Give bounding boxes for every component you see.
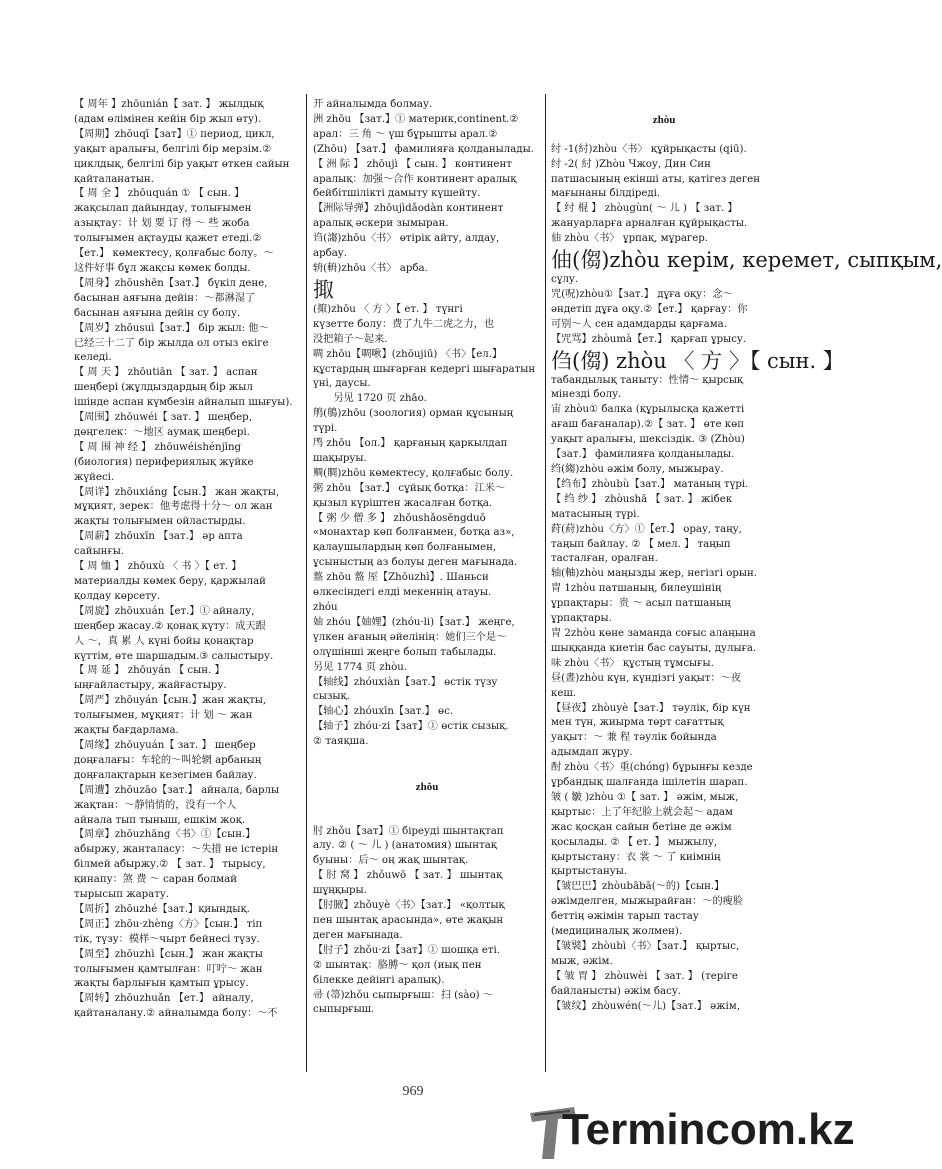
entry-line: 盩 zhōu 盩 厔【Zhōuzhì】. Шаньси <box>313 572 489 584</box>
entry-line: 【 粥 少 僧 多 】 zhōushǎosēngduō <box>313 512 486 524</box>
entry-line: 已经三十二了 бір жылда ол отыз екіге <box>74 337 269 349</box>
entry-line: қыртыстануы. <box>551 866 628 878</box>
entry-line: 荮(葤)zhòu〈方〉①【ет.】 орау, таңу, <box>551 523 742 535</box>
entry-line: 咒(呪)zhòu①【зат.】 дұға оқу：念～ <box>551 288 733 300</box>
entry-line: доңғалағы：车轮的～叫轮辋 арбаның <box>74 754 262 766</box>
entry-line: шыққанда киетін бас сауыты, дулыға. <box>551 642 757 654</box>
entry-line: өлкесіндегі елді мекеннің атауы. <box>313 587 492 599</box>
entry-line: дөңгелек：～地区 аумақ шеңбері. <box>74 426 250 438</box>
page-number: 969 <box>402 1084 424 1099</box>
entry-line: 【绉布】zhòubù【зат.】 матаның түрі. <box>551 478 749 490</box>
entry-line: 【周遭】zhōuzāo【зат.】 айнала, барлы <box>74 784 280 796</box>
entry-line: сыпырғыш. <box>313 1004 375 1016</box>
entry-line: сайынғы. <box>74 546 125 558</box>
entry-line: ұрпақтары：贵 ～ асыл патшаның <box>551 598 731 610</box>
entry-line: доңғалақтарын кезегімен байлау. <box>74 769 257 781</box>
entry-line: 【洲际导弹】zhōujìdǎodàn континент <box>313 203 504 215</box>
entry-line: 没把箱子～起来. <box>313 333 388 345</box>
entry-line: күзетте болу：费了九牛二虎之力，也 <box>313 318 495 330</box>
entry-line: қолдау көрсету. <box>74 590 160 602</box>
entry-line: табандылық таныту：性情～ қырсық <box>551 374 744 386</box>
entry-line: жақты толығымен ойластырды. <box>74 516 246 528</box>
entry-line: уақыт：～ 兼 程 тәулік бойында <box>551 732 717 744</box>
blank-line <box>313 795 541 810</box>
entry-line: 【周旋】zhōuxuán【ет.】① айналу, <box>74 605 255 617</box>
entry-line: сызық. <box>313 691 350 703</box>
entry-line: уақыт аралығы, белгілі бір мерзім.② <box>74 143 272 155</box>
entry-line: байланысты) әжім басу. <box>551 985 682 997</box>
entry-line: 另见 1720 页 zhāo. <box>313 393 427 405</box>
entry-line: келеді. <box>74 352 112 364</box>
entry-line: 【 肘 窝 】 zhǒuwō 【 зат. 】 шынтақ <box>313 870 503 882</box>
entry-line: арал：三 角 ～ үш бұрышты арал.② <box>313 128 498 140</box>
entry-line: күттім, өте шаршадым.③ салыстыру. <box>74 650 274 662</box>
blank-line <box>313 810 541 825</box>
entry-line: 【 周 恤 】 zhōuxù 〈 书 〉【 ет. 】 <box>74 561 242 573</box>
entry-line: 【周正】zhōu·zhèng〈方〉【сын.】 тіп <box>74 918 263 930</box>
entry-line: қыртыс：上了年纪脸上就会起～ адам <box>551 806 733 818</box>
entry-line: матасының түрі. <box>551 508 640 520</box>
entry-line: 粥 zhōu 【зат.】 сұйық ботқа：江米～ <box>313 482 506 494</box>
entry-line: жануарларға арналған құйрықасты. <box>551 218 748 230</box>
entry-line: сұлу. <box>551 274 579 286</box>
entry-line: (掫)zhōu 〈 方 〉【 ет. 】 түнгі <box>313 303 463 315</box>
entry-line: «монахтар көп болғанмен, ботқа аз», <box>313 527 515 539</box>
large-headword-line: 伷(㑳)zhòu керім, керемет, сыпқым, <box>551 248 942 273</box>
entry-line: (медициналық жолмен). <box>551 926 683 938</box>
entry-line: 绉(縐)zhòu әжім болу, мыжырау. <box>551 464 724 475</box>
entry-line: аралық：加强～合作 континент аралық <box>313 173 517 185</box>
entry-line: 【轴线】zhóuxiàn【зат.】 өстік түзу <box>313 676 498 688</box>
entry-line: әжімделген, мыжырайған：～的瘦脸 <box>551 896 744 908</box>
entry-line: 帚 (箒)zhǒu сыпырғыш：扫 (sào) ～ <box>313 989 493 1001</box>
entry-line: қызыл күріштен жасалған ботқа. <box>313 497 493 509</box>
section-heading: zhǒu <box>415 780 439 793</box>
entry-line: мінезді болу. <box>551 389 622 401</box>
entry-line: адымдап жүру. <box>551 747 633 759</box>
entry-line: 【咒骂】zhòumà【ет.】 қарғап ұрысу. <box>551 333 747 345</box>
entry-line: деген мағынада. <box>313 929 403 941</box>
entry-line: жақты бағдарлама. <box>74 725 179 737</box>
logo-wordmark: Termincom.kz <box>562 1105 855 1154</box>
entry-line: қайталанатын. <box>74 173 154 185</box>
entry-line: 【周转】zhōuzhuǎn 【ет.】 айналу, <box>74 993 254 1005</box>
entry-line: 【周岁】zhōusuì【зат.】 бір жыл: 他～ <box>74 322 269 334</box>
entry-line: толығымен ақтауды қажет етеді.② <box>74 233 262 245</box>
entry-line: 鸼(鵃)zhōu (зоология) орман құсының <box>313 408 514 420</box>
column-middle <box>313 98 541 1018</box>
entry-line: 妯 zhóu【妯娌】(zhóu·li)【зат.】 жеңге, <box>313 616 515 628</box>
entry-line: олүшінші жеңге болып табылады. <box>313 646 497 658</box>
entry-line: абыржу, жанталасу：～失措 не істерін <box>74 844 279 856</box>
entry-line: 【轴心】zhóuxīn【зат.】 өс. <box>313 706 454 718</box>
entry-line: патшасының екінші аты, қатігез деген <box>551 173 760 185</box>
entry-line: 【昼夜】zhòuyè【зат.】 тәулік, бір күн <box>551 702 751 714</box>
entry-line: zhóu <box>313 602 338 613</box>
blank-line <box>551 98 777 113</box>
blank-line <box>313 750 541 765</box>
entry-line: 轴(軸)zhòu маңызды жер, негізгі орын. <box>551 568 757 580</box>
entry-line: ұсыныстың аз болуы деген мағынада. <box>313 557 518 569</box>
entry-line: 【肘子】zhǒu·zi【зат】① шошқа еті. <box>313 944 501 956</box>
entry-line: құстардың шығарған кедергі шығаратын <box>313 363 536 375</box>
entry-line: 【周薪】zhōuxīn 【зат.】 әр апта <box>74 531 243 543</box>
entry-line: 【周章】zhōuzhāng〈书〉①【сын.】 <box>74 829 256 841</box>
entry-line: 【肘腋】zhǒuyè〈书〉【зат.】 «қолтық <box>313 900 505 912</box>
entry-line: ұрпақтары. <box>551 613 612 625</box>
entry-line: (адам өлімінен кейін бір жыл өту). <box>74 113 262 125</box>
entry-line: шақыруы. <box>313 452 367 464</box>
entry-line: уақыт аралығы, шексіздік. ③ (Zhòu) <box>551 434 745 446</box>
entry-line: ұрбандық шалғанда ішілетін шарап. <box>551 777 748 789</box>
entry-line: басынан аяғына дейін су болу. <box>74 307 241 319</box>
entry-line: 可别～人 сен адамдарды қарғама. <box>551 318 727 330</box>
entry-line: 赒(賙)zhōu көмектесу, қолғабыс болу. <box>313 467 514 479</box>
entry-line: түрі. <box>313 423 338 435</box>
entry-line: 【周围】zhōuwéi【 зат. 】 шеңбер, <box>74 412 252 424</box>
entry-line: 【皱纹】zhòuwén(～儿)【зат.】 әжім, <box>551 1000 740 1012</box>
entry-line: жақты барлығын қамтып ұрысу. <box>74 978 249 990</box>
column-left <box>74 98 302 1022</box>
entry-line: 【皱襞】zhòubì〈书〉【зат.】 қыртыс, <box>551 941 740 952</box>
column-right <box>551 98 942 1015</box>
column-divider <box>306 94 307 1072</box>
entry-line: 【周折】zhōuzhé【зат.】қиындық. <box>74 903 250 915</box>
entry-line: беттің әжімін тарып тастау <box>551 911 699 923</box>
entry-line: білмей абыржу.② 【 зат. 】 тырысу, <box>74 859 266 871</box>
entry-line: азықтау：计 划 要 订 得 ～ 些 жоба <box>74 218 250 230</box>
entry-line: 【皱巴巴】zhòubābā(～的)【сын.】 <box>551 881 725 893</box>
entry-line: 纣 -1(紂)zhòu〈书〉 құйрықасты (qiū). <box>551 143 747 155</box>
entry-line: ② таяқша. <box>313 736 369 748</box>
entry-line: материалды көмек беру, қаржылай <box>74 576 266 587</box>
entry-line: басынан аяғына дейін：～都淋湿了 <box>74 292 256 304</box>
entry-line: 胄 2zhòu көне заманда соғыс алаңына <box>551 627 756 639</box>
large-headword-line: 掫 <box>313 277 334 302</box>
entry-line: 【周至】zhōuzhì【сын.】 жан жақты <box>74 948 263 960</box>
entry-line: 【 绉 纱 】 zhòushā 【 зат. 】 жібек <box>551 493 733 505</box>
entry-line: аралық әскери зымыран. <box>313 218 449 230</box>
entry-line: 【周详】zhōuxiáng【сын.】 жан жақты, <box>74 486 280 498</box>
entry-line: 宙 zhòu① балка (құрылысқа қажетті <box>551 404 745 416</box>
entry-line: (биология) перифериялық жүйке <box>74 456 254 468</box>
entry-line: 辀(輈)zhōu〈书〉 арба. <box>313 262 428 274</box>
entry-line: 这件好事 бұл жақсы көмек болды. <box>74 262 251 274</box>
entry-line: 伷 zhòu〈书〉 ұрпақ, мұрагер. <box>551 233 709 245</box>
entry-line: ішінде аспан күмбезін айналып шығуы). <box>74 397 293 409</box>
entry-line: 洲 zhōu 【зат.】① материк,continent.② <box>313 113 519 125</box>
entry-line: 纣 -2( 紂 )Zhòu Чжоу, Дин Син <box>551 158 711 170</box>
entry-line: қалаушылардың көп болғанымен, <box>313 542 497 554</box>
entry-line: тырысып жарату. <box>74 889 170 901</box>
entry-line: 人 ～，真 累 人 күні бойы қонақтар <box>74 635 254 647</box>
entry-line: 味 zhòu〈书〉 құстың тұмсығы. <box>551 657 714 669</box>
entry-line: айнала тып тыныш, ешкім жоқ. <box>74 814 246 826</box>
entry-line: 【 皱 胃 】 zhòuwèi 【 зат. 】 (теріге <box>551 970 738 982</box>
entry-line: үні, даусы. <box>313 378 371 390</box>
entry-line: 酎 zhòu〈书〉重(chóng) бұрынғы кезде <box>551 762 753 774</box>
entry-line: циклдық, белгілі бір уақыт өткен сайын <box>74 158 290 170</box>
entry-line: шеңбері (жұлдыздардың бір жыл <box>74 382 253 394</box>
entry-line: жақсылап дайындау, толығымен <box>74 203 252 215</box>
entry-line: 啁 zhōu【啁啾】(zhōujiū) 〈书〉【ел.】 <box>313 348 503 360</box>
entry-line: 开 айналымда болмау. <box>313 99 433 110</box>
blank-line <box>551 128 777 143</box>
entry-line: 【周严】zhōuyán【сын.】жан жақты, <box>74 695 267 707</box>
entry-line: шұңқыры. <box>313 885 367 897</box>
section-heading: zhòu <box>652 113 676 126</box>
entry-line: ағаш бағаналар).②【 зат. 】 өте көп <box>551 419 745 431</box>
entry-line: толығымен қамтылған：叮咛～ жан <box>74 963 263 975</box>
blank-line <box>313 765 541 780</box>
entry-line: 【周身】zhōushēn【зат.】 бүкіл дене, <box>74 277 268 289</box>
entry-line: 【 周 全 】 zhōuquán ① 【 сын. 】 <box>74 188 245 200</box>
termincom-logo[interactable] <box>524 1103 855 1161</box>
entry-line: тасталған, оралған. <box>551 553 658 565</box>
entry-line: ыңғайластыру, жайғастыру. <box>74 680 227 692</box>
entry-line: 【周缘】zhōuyuán【 зат. 】 шеңбер <box>74 739 256 751</box>
entry-line: 肘 zhǒu【зат】① біреуді шынтақтап <box>313 825 504 837</box>
entry-line: қайтаналану.② айналымда болу：～不 <box>74 1008 278 1020</box>
entry-line: білекке дейінгі аралық). <box>313 974 445 986</box>
large-headword-line: 㑇(㑳) zhòu 〈 方 〉【 сын. 】 <box>551 348 844 373</box>
entry-line: мен түн, жиырма төрт сағаттық <box>551 717 724 729</box>
entry-line: кеш. <box>551 687 577 699</box>
entry-line: 诌(謅)zhōu〈书〉 өтірік айту, алдау, <box>313 233 500 245</box>
entry-line: алу. ② ( ～ 儿 ) (анатомия) шынтақ <box>313 840 497 852</box>
entry-line: 【周期】zhōuqī【зат】① период, цикл, <box>74 128 275 140</box>
entry-line: 【 周年 】zhōunián【 зат. 】 жылдық <box>74 99 264 110</box>
entry-line: 鸤 zhōu 【ол.】 қарғаның қаркылдап <box>313 438 508 450</box>
entry-line: қосылады. ② 【 ет. 】 мыжылу, <box>551 836 718 848</box>
entry-line: 胄 1zhòu патшаның, билеушінің <box>551 583 722 595</box>
column-divider <box>545 94 546 1072</box>
entry-line: буыны：后～ оң жақ шынтақ. <box>313 855 469 867</box>
entry-line: 皱 ( 皺 )zhòu ①【 зат. 】 әжім, мыж, <box>551 791 739 803</box>
entry-line: әндетіп дұға оқу.②【ет.】 қарғау：你 <box>551 303 748 315</box>
entry-line: жақтан：～静悄悄的，没有一个人 <box>74 799 237 811</box>
entry-line: 【 周 围 神 经 】 zhōuwéishénjīng <box>74 441 242 453</box>
entry-line: 【 周 天 】 zhōutiān 【 зат. 】 аспан <box>74 367 258 379</box>
entry-line: толығымен, мұқият：计 划 ～ жан <box>74 710 253 722</box>
entry-line: 【 纣 棍 】 zhòugùn( ～ 儿 ) 【 зат. 】 <box>551 203 738 215</box>
entry-line: 另见 1774 页 zhòu. <box>313 661 408 673</box>
entry-line: үлкен ағаның әйелінің：她们三个是～ <box>313 631 507 643</box>
entry-line: жас қосқан сайын бетіне де әжім <box>551 821 732 833</box>
entry-line: мыж, әжім. <box>551 955 613 967</box>
entry-line: тік, түзу：模样～чырт бейнесі түзу. <box>74 933 260 945</box>
entry-line: 【轴子】zhóu·zi【зат】① өстік сызық. <box>313 721 509 733</box>
entry-line: 【зат.】 фамилияға қолданылады. <box>551 449 735 461</box>
entry-line: 【 洲 际 】 zhōujì 【 сын. 】 континент <box>313 158 512 170</box>
entry-line: 昼(晝)zhòu күн, күндізгі уақыт：～夜 <box>551 672 741 684</box>
entry-line: арбау. <box>313 248 348 260</box>
entry-line: 【ет.】 көмектесу, қолғабыс болу。～ <box>74 248 274 260</box>
entry-line: ② шынтақ：胳膊～ қол (иық пен <box>313 959 482 971</box>
entry-line: жүйесі. <box>74 471 115 483</box>
entry-line: (Zhōu) 【зат.】 фамилияға қолданылады. <box>313 143 534 155</box>
entry-line: пен шынтақ арасында», өте жақын <box>313 914 504 926</box>
entry-line: 【 周 延 】 zhōuyán 【 сын. 】 <box>74 665 225 677</box>
entry-line: таңып байлау. ② 【 мел. 】 таңып <box>551 538 731 550</box>
entry-line: бейбітшілікті дамыту күшейту. <box>313 188 481 200</box>
entry-line: қыртыстану：衣 裳 ～ 了 киімнің <box>551 851 721 863</box>
entry-line: мұқият, зерек：他考虑得十分～ ол жан <box>74 501 273 513</box>
entry-line: шеңбер жасау.② қонақ күту：成天跟 <box>74 620 266 632</box>
entry-line: қинапу：煞 费 ～ саран болмай <box>74 874 238 886</box>
entry-line: мағынаны білдіреді. <box>551 188 661 200</box>
